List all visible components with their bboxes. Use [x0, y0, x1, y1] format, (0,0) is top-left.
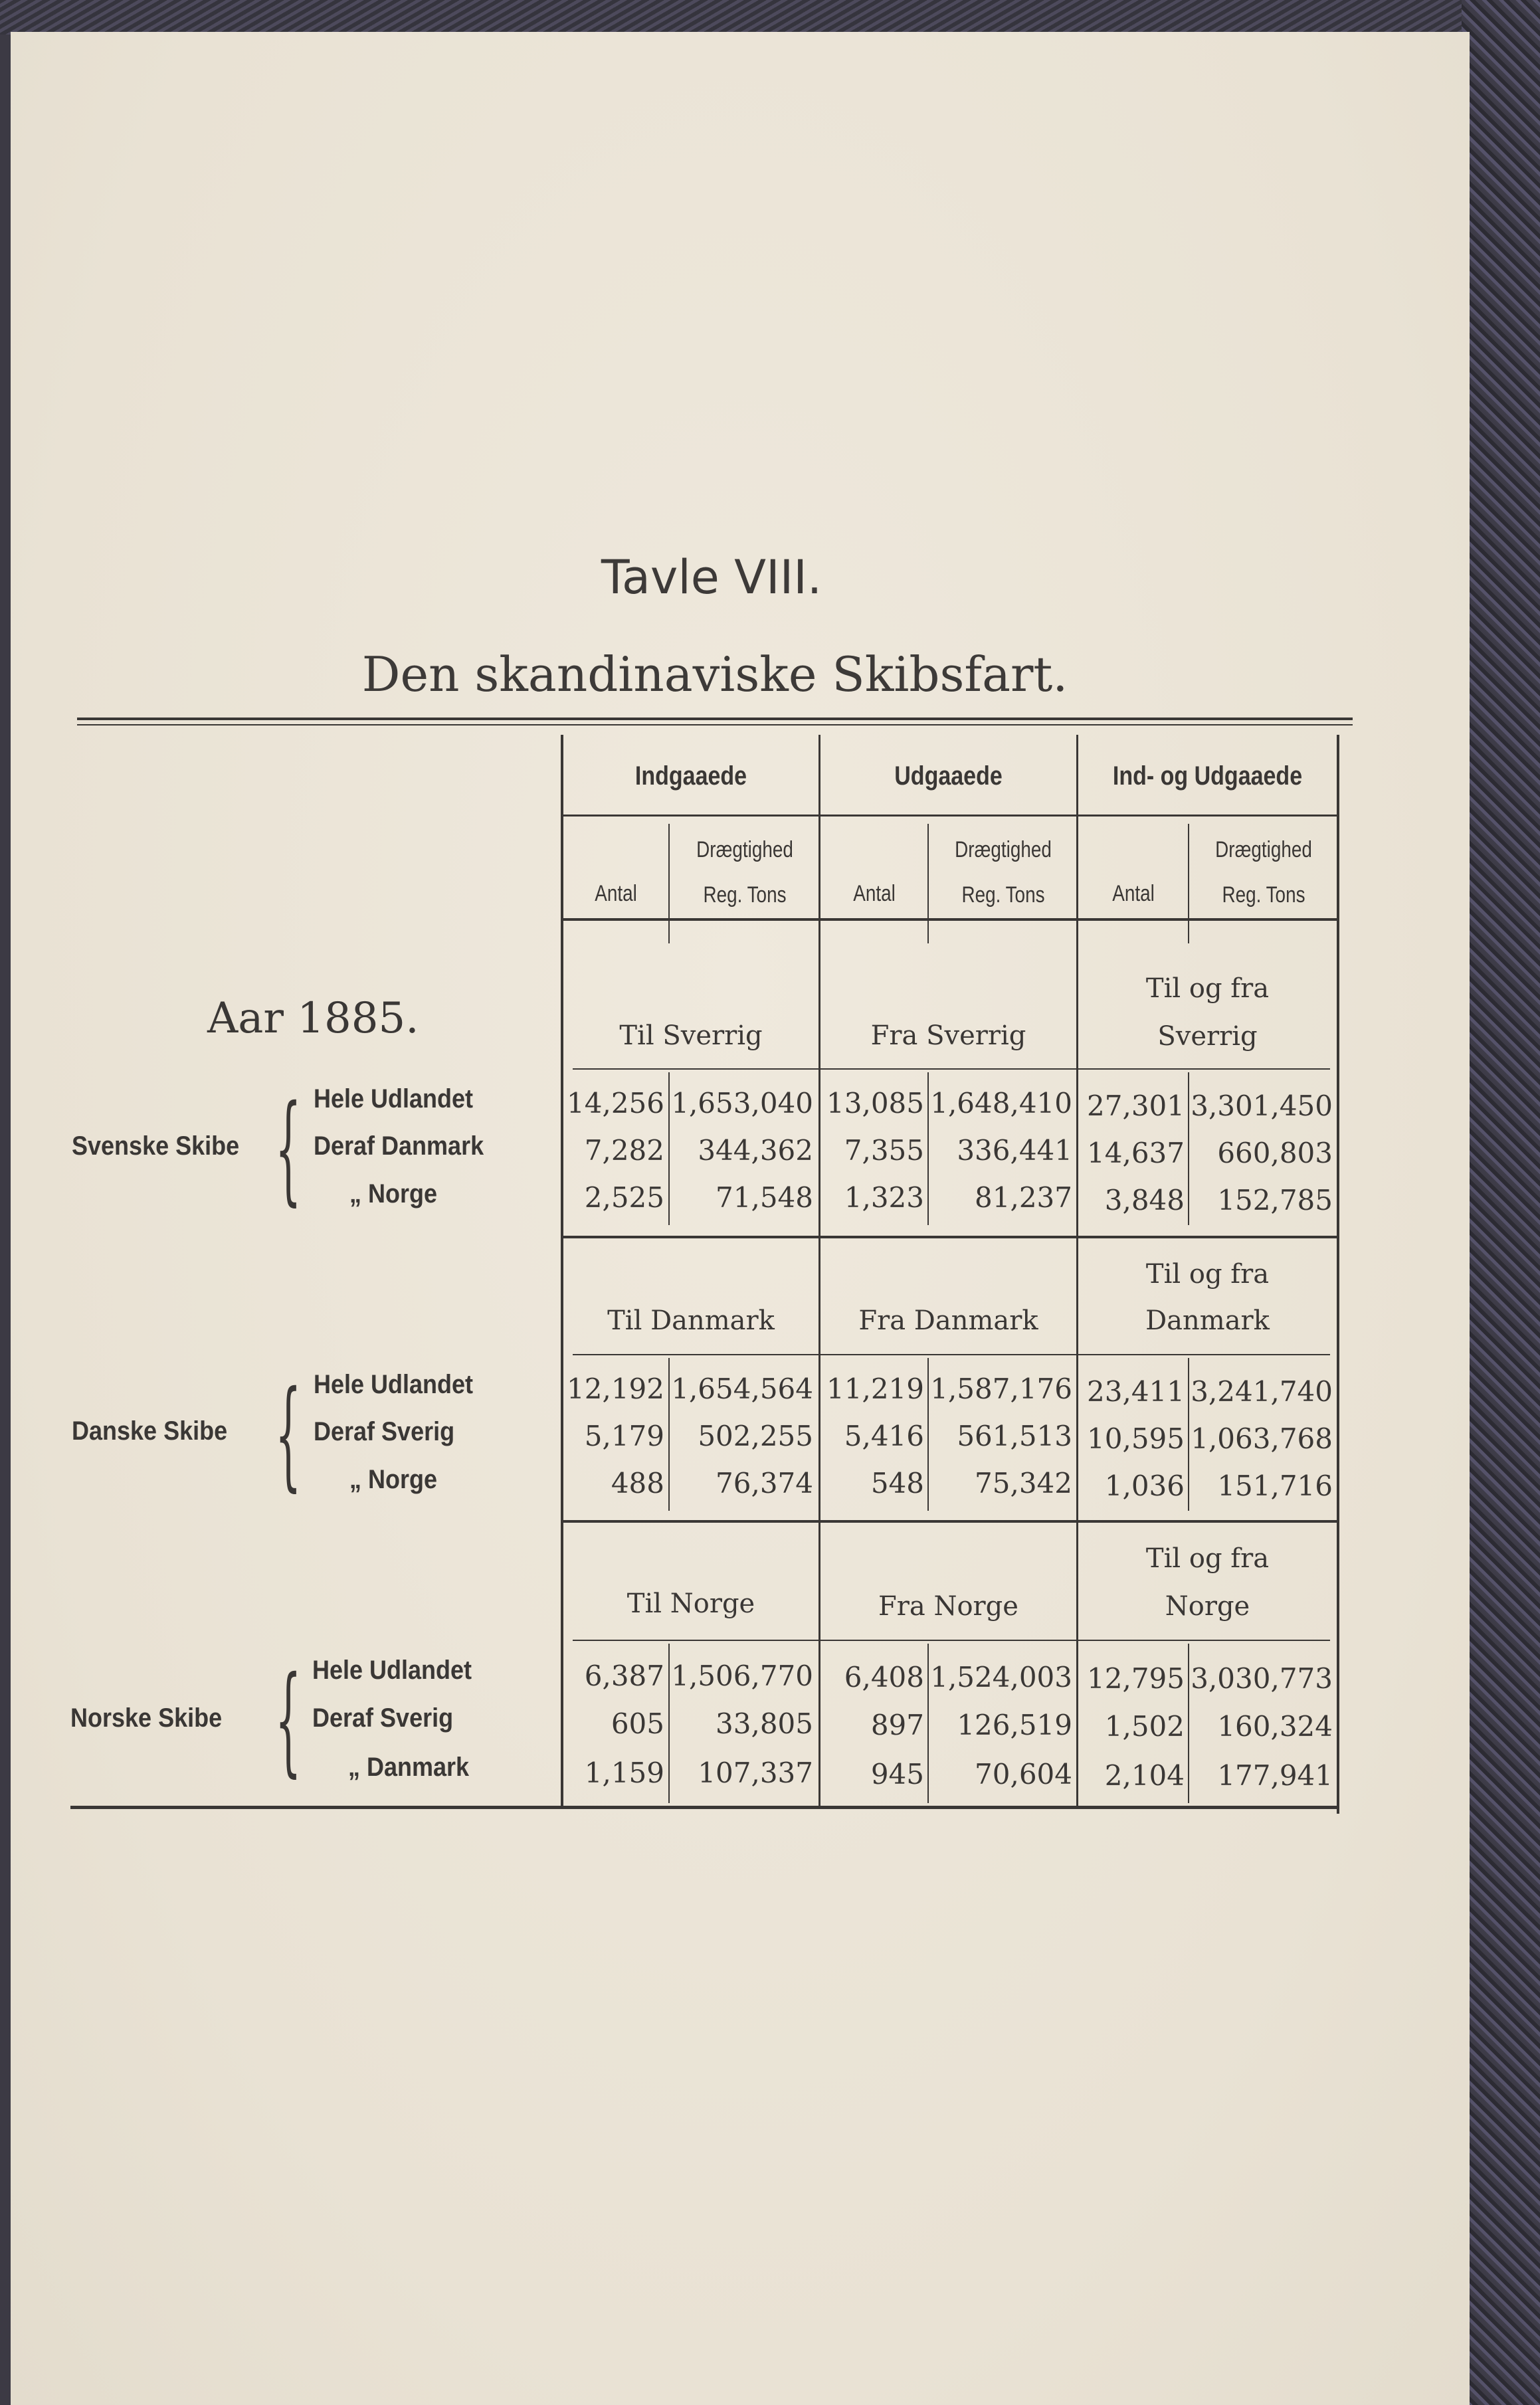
table-cell: 27,301 [1087, 1090, 1185, 1122]
table-cell: 6,387 [584, 1660, 664, 1692]
column-divider [818, 735, 820, 1807]
table-cell: 1,654,564 [671, 1373, 813, 1405]
section-heading: Fra Sverrig [870, 1020, 1026, 1051]
row-label: „ Norge [349, 1179, 438, 1208]
column-divider [1188, 1358, 1189, 1511]
table-cell: 70,604 [975, 1758, 1072, 1790]
group-label: Danske Skibe [72, 1416, 228, 1446]
top-rule-thin [77, 724, 1353, 725]
table-cell: 13,085 [826, 1087, 924, 1119]
brace: { [275, 1365, 302, 1503]
section-heading: Til Norge [626, 1588, 755, 1619]
table-cell: 2,525 [584, 1181, 664, 1214]
table-cell: 1,506,770 [671, 1660, 813, 1692]
book-cover-top [0, 0, 1540, 35]
column-divider [668, 1644, 670, 1803]
header-draegtighed: Drægtighed [955, 837, 1052, 862]
table-cell: 3,241,740 [1191, 1375, 1333, 1408]
table-cell: 1,524,003 [930, 1661, 1072, 1693]
table-cell: 76,374 [716, 1467, 813, 1499]
section-separator [561, 1236, 1339, 1238]
page-title: Den skandinaviske Skibsfart. [361, 646, 1068, 702]
column-divider [1188, 824, 1189, 943]
table-cell: 5,416 [844, 1420, 924, 1452]
header-ind-og-udgaaede: Ind- og Udgaaede [1112, 761, 1303, 791]
header-indgaaede: Indgaaede [634, 761, 747, 791]
table-cell: 605 [611, 1707, 664, 1740]
group-label: Norske Skibe [70, 1703, 223, 1733]
header-draegtighed: Drægtighed [1215, 837, 1312, 862]
table-cell: 107,337 [698, 1757, 813, 1789]
table-cell: 160,324 [1217, 1710, 1333, 1743]
table-cell: 12,192 [567, 1373, 664, 1405]
year-label: Aar 1885. [207, 994, 419, 1043]
table-cell: 548 [870, 1467, 924, 1499]
section-heading: Danmark [1145, 1305, 1270, 1336]
table-cell: 7,355 [844, 1134, 924, 1167]
table-cell: 81,237 [975, 1181, 1072, 1214]
table-cell: 1,648,410 [930, 1087, 1072, 1119]
table-cell: 3,030,773 [1191, 1662, 1333, 1695]
bottom-rule [70, 1806, 1339, 1809]
table-cell: 33,805 [716, 1707, 813, 1740]
book-cover-edge [1462, 0, 1540, 2405]
table-cell: 945 [870, 1758, 924, 1790]
table-cell: 1,159 [584, 1757, 664, 1789]
header-reg-tons: Reg. Tons [961, 882, 1045, 908]
table-cell: 71,548 [716, 1181, 813, 1214]
table-cell: 3,848 [1104, 1184, 1185, 1216]
header-antal: Antal [595, 881, 637, 906]
table-cell: 14,637 [1087, 1137, 1185, 1169]
section-heading: Til og fra [1145, 973, 1270, 1004]
table-cell: 152,785 [1217, 1184, 1333, 1216]
table-cell: 10,595 [1087, 1422, 1185, 1455]
row-label: „ Norge [349, 1465, 438, 1494]
header-rule [561, 815, 1339, 817]
table-cell: 1,036 [1104, 1470, 1185, 1502]
table-cell: 23,411 [1087, 1375, 1185, 1408]
row-label: Deraf Sverig [312, 1703, 454, 1733]
section-heading: Fra Danmark [858, 1305, 1038, 1336]
table-cell: 502,255 [698, 1420, 813, 1452]
column-divider [927, 1644, 929, 1803]
table-cell: 151,716 [1217, 1470, 1333, 1502]
column-divider [668, 1358, 670, 1511]
section-rule [573, 1640, 1330, 1641]
table-cell: 660,803 [1217, 1137, 1333, 1169]
table-cell: 1,063,768 [1191, 1422, 1333, 1455]
row-label: Hele Udlandet [314, 1084, 474, 1113]
table-cell: 1,323 [844, 1181, 924, 1214]
column-divider [561, 735, 563, 1807]
brace: { [275, 1651, 302, 1788]
row-label: Hele Udlandet [314, 1370, 474, 1399]
section-heading: Til og fra [1145, 1543, 1270, 1574]
group-label: Svenske Skibe [72, 1131, 240, 1161]
section-heading: Til Sverrig [619, 1020, 763, 1051]
column-divider [927, 1072, 929, 1225]
column-divider [1188, 1644, 1189, 1803]
column-divider [1337, 735, 1339, 1814]
table-cell: 12,795 [1087, 1662, 1185, 1695]
table-cell: 14,256 [567, 1087, 664, 1119]
table-cell: 6,408 [844, 1661, 924, 1693]
table-cell: 561,513 [957, 1420, 1072, 1452]
row-label: Deraf Danmark [314, 1131, 484, 1161]
table-cell: 7,282 [584, 1134, 664, 1167]
row-label: Hele Udlandet [312, 1656, 472, 1685]
table-cell: 126,519 [957, 1709, 1072, 1741]
table-cell: 5,179 [584, 1420, 664, 1452]
column-divider [668, 1072, 670, 1225]
row-label: Deraf Sverig [314, 1417, 455, 1446]
book-page [11, 32, 1470, 2405]
table-cell: 336,441 [957, 1134, 1072, 1167]
table-cell: 897 [870, 1709, 924, 1741]
column-divider [927, 824, 929, 943]
header-reg-tons: Reg. Tons [703, 882, 787, 908]
top-rule [77, 718, 1353, 720]
table-cell: 2,104 [1104, 1759, 1185, 1792]
section-heading: Til og fra [1145, 1259, 1270, 1290]
brace: { [275, 1080, 302, 1217]
header-draegtighed: Drægtighed [696, 837, 793, 862]
table-cell: 1,653,040 [671, 1087, 813, 1119]
section-heading: Til Danmark [607, 1305, 775, 1336]
table-cell: 1,502 [1104, 1710, 1185, 1743]
header-reg-tons: Reg. Tons [1222, 882, 1305, 908]
section-heading: Norge [1165, 1591, 1250, 1622]
table-cell: 11,219 [826, 1373, 924, 1405]
header-udgaaede: Udgaaede [894, 761, 1003, 791]
table-cell: 488 [611, 1467, 664, 1499]
column-divider [668, 824, 670, 943]
column-divider [927, 1358, 929, 1511]
table-cell: 3,301,450 [1191, 1090, 1333, 1122]
section-rule [573, 1354, 1330, 1355]
table-cell: 177,941 [1217, 1759, 1333, 1792]
row-label: „ Danmark [348, 1753, 470, 1782]
header-rule [561, 918, 1339, 921]
section-rule [573, 1068, 1330, 1070]
table-cell: 75,342 [975, 1467, 1072, 1499]
table-number: Tavle VIII. [601, 550, 822, 605]
section-separator [561, 1520, 1339, 1523]
column-divider [1188, 1072, 1189, 1225]
header-antal: Antal [853, 881, 896, 906]
section-heading: Sverrig [1157, 1021, 1258, 1052]
table-cell: 1,587,176 [930, 1373, 1072, 1405]
header-antal: Antal [1112, 881, 1155, 906]
table-cell: 344,362 [698, 1134, 813, 1167]
section-heading: Fra Norge [878, 1591, 1018, 1622]
